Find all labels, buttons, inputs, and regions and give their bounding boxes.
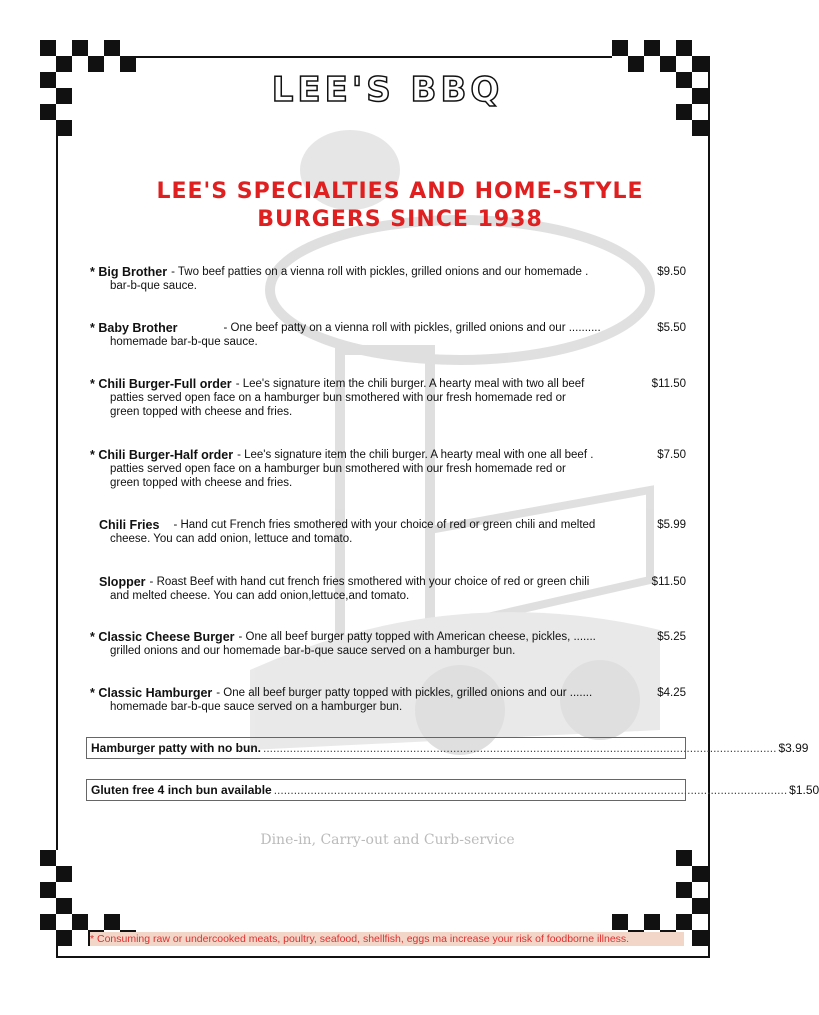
item-description-cont: cheese. You can add onion, lettuce and tomato. (110, 533, 353, 545)
menu-item (90, 448, 686, 490)
menu-item (90, 377, 686, 419)
item-description-cont: grilled onions and our homemade bar-b-que sauce served on a hamburger bun. (110, 645, 516, 657)
item-description: - Lee's signature item the chili burger. A hearty meal with two all beef (235, 378, 585, 390)
item-description: - One all beef burger patty topped with pickles, grilled onions and our ....... (216, 687, 593, 699)
item-description-cont: homemade bar-b-que sauce served on a hamburger bun. (110, 701, 403, 713)
item-price: $5.99 (657, 519, 686, 531)
item-description: - Two beef patties on a vienna roll with pickles, grilled onions and our homemade . (171, 266, 589, 278)
dot-leader: .......................................................................................................................................................... (263, 741, 777, 755)
item-name: * Baby Brother (90, 321, 178, 335)
item-name: * Classic Hamburger (90, 686, 213, 700)
item-price: $4.25 (657, 687, 686, 699)
item-description: - One all beef burger patty topped with American cheese, pickles, ....... (238, 631, 596, 643)
item-description-cont: green topped with cheese and fries. (110, 477, 293, 489)
menu-item (90, 321, 686, 349)
item-description-cont: bar-b-que sauce. (110, 280, 197, 292)
extra-option-name: Gluten free 4 inch bun available (91, 783, 272, 797)
subtitle-line-1: LEE'S SPECIALTIES AND HOME-STYLE (156, 179, 644, 204)
item-description-cont: and melted cheese. You can add onion,lettuce,and tomato. (110, 590, 410, 602)
item-description: - Lee's signature item the chili burger. A hearty meal with one all beef . (237, 449, 594, 461)
item-name: * Big Brother (90, 265, 168, 279)
item-description-cont: patties served open face on a hamburger bun smothered with our fresh homemade red or (110, 392, 566, 404)
item-price: $5.50 (657, 322, 686, 334)
item-name: * Chili Burger-Half order (90, 448, 234, 462)
item-name: * Classic Cheese Burger (90, 630, 235, 644)
item-price: $7.50 (657, 449, 686, 461)
item-description-cont: green topped with cheese and fries. (110, 406, 293, 418)
extra-option-name: Hamburger patty with no bun. (91, 741, 261, 755)
item-name: Chili Fries (99, 518, 160, 532)
item-price: $11.50 (651, 576, 686, 588)
extra-option-price: $3.99 (778, 741, 809, 755)
item-name: Slopper (99, 575, 146, 589)
item-price: $9.50 (657, 266, 686, 278)
item-description: - Hand cut French fries smothered with your choice of red or green chili and melted (173, 519, 596, 531)
extra-option-box (86, 737, 809, 759)
menu-item (90, 265, 686, 293)
extra-option-box (86, 779, 819, 801)
menu-item (90, 518, 686, 546)
item-name: * Chili Burger-Full order (90, 377, 232, 391)
item-price: $5.25 (657, 631, 686, 643)
item-description: - One beef patty on a vienna roll with pickles, grilled onions and our .......... (223, 322, 601, 334)
extra-option-price: $1.50 (789, 783, 819, 797)
menu-item (90, 686, 686, 714)
item-price: $11.50 (651, 378, 686, 390)
health-notice: * Consuming raw or undercooked meats, poultry, seafood, shellfish, eggs ma increase your risk of foodborne illness. (90, 932, 684, 946)
menu-item (90, 630, 686, 658)
restaurant-title: LEE'S BBQ (271, 70, 504, 110)
item-description-cont: patties served open face on a hamburger bun smothered with our fresh homemade red or (110, 463, 566, 475)
dot-leader: .......................................................................................................................................................... (273, 783, 788, 797)
item-description-cont: homemade bar-b-que sauce. (110, 336, 258, 348)
menu-item (90, 575, 686, 603)
item-description: - Roast Beef with hand cut french fries smothered with your choice of red or green chili (149, 576, 590, 588)
subtitle-line-2: BURGERS SINCE 1938 (257, 207, 543, 232)
service-tagline: Dine-in, Carry-out and Curb-service (260, 832, 515, 848)
menu-subtitle (80, 178, 720, 234)
